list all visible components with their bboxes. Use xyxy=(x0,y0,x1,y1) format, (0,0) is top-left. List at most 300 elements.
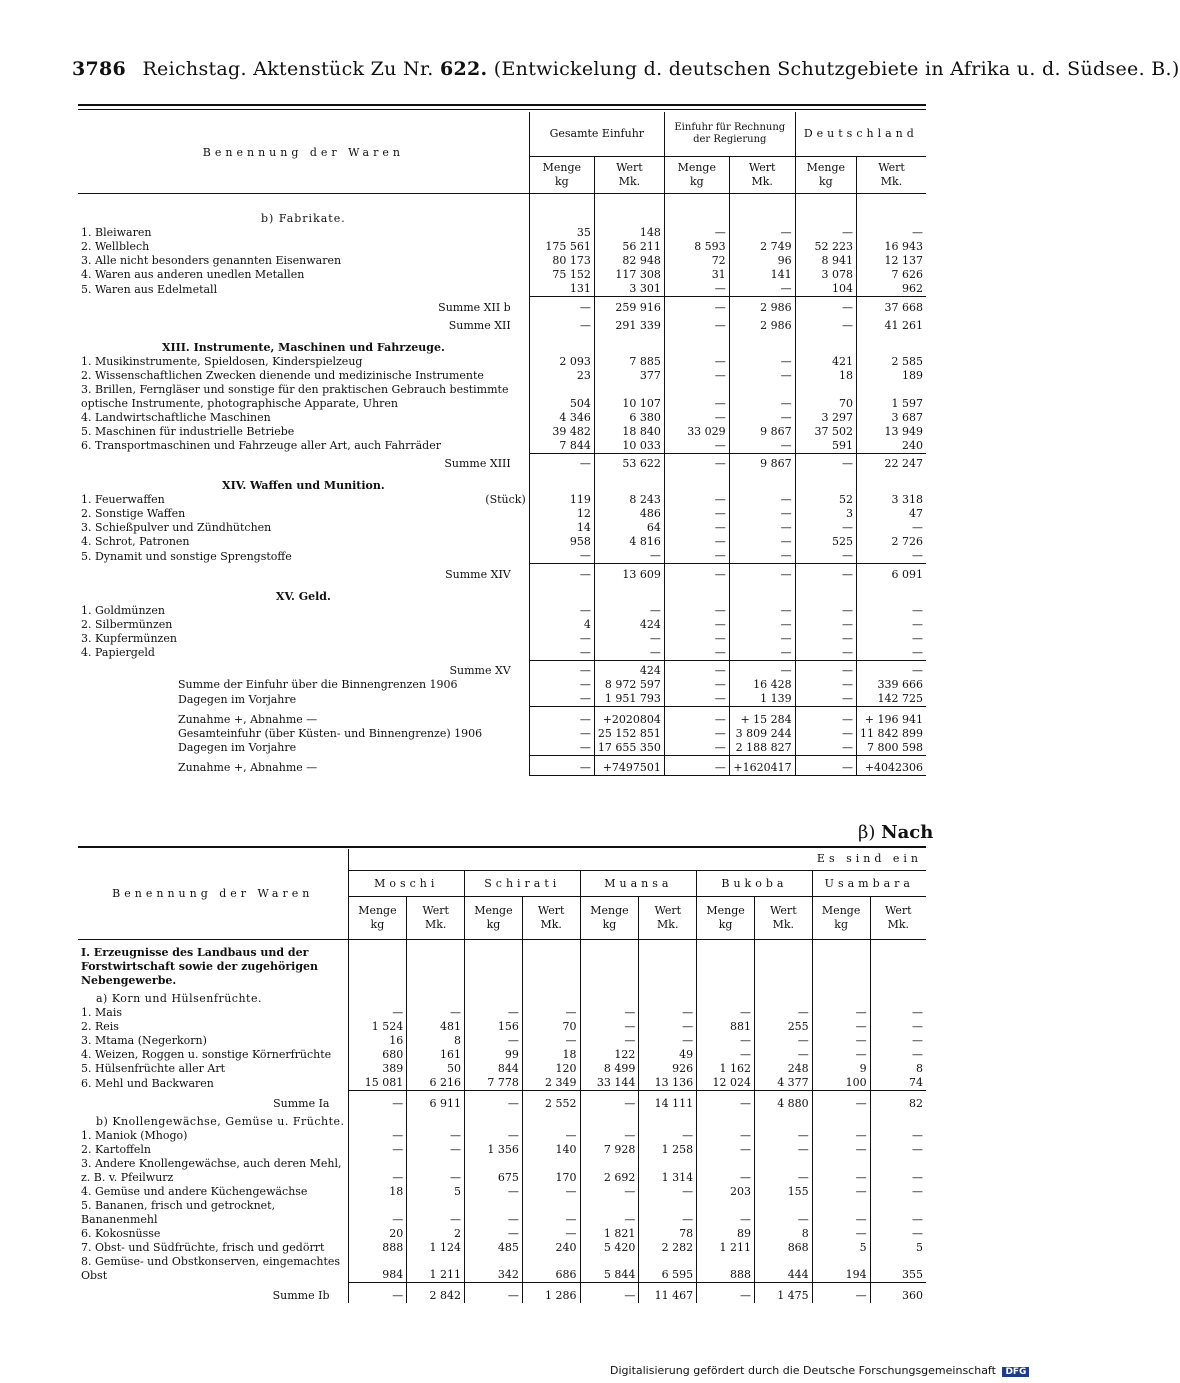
value-cell: 4 816 xyxy=(594,535,664,549)
value-cell: — xyxy=(856,618,926,632)
value-cell: 10 107 xyxy=(594,383,664,411)
value-cell: 1 597 xyxy=(856,383,926,411)
value-cell: — xyxy=(639,1020,697,1034)
row-label: 5. Hülsenfrüchte aller Art xyxy=(81,1062,225,1075)
value-cell: 141 xyxy=(729,268,795,282)
empty-cell xyxy=(639,940,697,989)
value-cell: — xyxy=(529,707,594,727)
value-cell: — xyxy=(522,1129,580,1143)
value-cell: — xyxy=(465,1227,523,1241)
value-cell: 868 xyxy=(754,1241,812,1255)
value-cell: 8 xyxy=(870,1062,926,1076)
unit-sublabel: kg xyxy=(818,175,833,188)
table-row xyxy=(78,1062,926,1076)
value-cell: — xyxy=(812,1048,870,1062)
value-cell: — xyxy=(522,1185,580,1199)
value-cell: — xyxy=(729,521,795,535)
value-cell: 342 xyxy=(465,1255,523,1283)
value-cell: 525 xyxy=(795,535,856,549)
value-cell: — xyxy=(664,549,729,564)
value-cell: 100 xyxy=(812,1076,870,1091)
value-cell: 2 093 xyxy=(529,355,594,369)
row-label: 6. Mehl und Backwaren xyxy=(81,1076,214,1090)
value-cell: 117 308 xyxy=(594,268,664,282)
value-cell: 20 xyxy=(348,1227,407,1241)
value-cell: 486 xyxy=(594,507,664,521)
row-label xyxy=(78,411,529,425)
value-cell: — xyxy=(697,1034,755,1048)
empty-cell xyxy=(754,940,812,989)
empty-cell xyxy=(795,471,856,493)
value-cell: 140 xyxy=(522,1143,580,1157)
value-cell: — xyxy=(812,1091,870,1111)
unit-header-menge xyxy=(580,897,639,940)
unit-header-wert xyxy=(522,897,580,940)
sum-label: Summe Ib xyxy=(272,1288,330,1302)
table-row xyxy=(78,535,926,549)
value-cell: — xyxy=(729,439,795,454)
value-cell: 15 081 xyxy=(348,1076,407,1091)
unit-label: Menge xyxy=(474,904,513,918)
value-cell: 11 467 xyxy=(639,1283,697,1303)
value-cell: 958 xyxy=(529,535,594,549)
empty-cell xyxy=(812,1111,870,1129)
value-cell: 1 162 xyxy=(697,1062,755,1076)
row-label xyxy=(78,439,529,454)
value-cell: 3 301 xyxy=(594,282,664,297)
value-cell: — xyxy=(697,1157,755,1185)
value-cell: 5 xyxy=(407,1185,465,1199)
value-cell: — xyxy=(754,1034,812,1048)
section-title: XIV. Waffen und Munition. xyxy=(222,479,385,492)
empty-cell xyxy=(729,333,795,355)
value-cell: — xyxy=(580,1185,639,1199)
value-cell: 1 356 xyxy=(465,1143,523,1157)
table-row xyxy=(78,493,926,507)
value-cell: 881 xyxy=(697,1020,755,1034)
value-cell: — xyxy=(407,1129,465,1143)
value-cell: — xyxy=(664,226,729,240)
value-cell: — xyxy=(529,646,594,661)
value-cell: 259 916 xyxy=(594,297,664,315)
value-cell: — xyxy=(664,741,729,756)
unit-label: Menge xyxy=(542,161,582,174)
value-cell: + 196 941 xyxy=(856,707,926,727)
value-cell: 7 800 598 xyxy=(856,741,926,756)
value-cell: 64 xyxy=(594,521,664,535)
value-cell: 2 749 xyxy=(729,240,795,254)
unit-label: Menge xyxy=(590,904,629,918)
value-cell: — xyxy=(664,632,729,646)
unit-sublabel: kg xyxy=(602,918,617,932)
unit-label: Menge xyxy=(821,904,861,918)
row-note: (Stück) xyxy=(485,493,526,506)
value-cell: — xyxy=(639,1129,697,1143)
row-label-text: 2. Sonstige Waffen xyxy=(81,507,186,520)
value-cell: — xyxy=(529,632,594,646)
value-cell: 1 524 xyxy=(348,1020,407,1034)
value-cell: — xyxy=(529,692,594,707)
unit-label: Menge xyxy=(806,161,846,174)
group-title: a) Korn und Hülsenfrüchte. xyxy=(96,992,262,1005)
value-cell: — xyxy=(529,315,594,333)
value-cell: — xyxy=(594,549,664,564)
empty-cell xyxy=(697,988,755,1006)
value-cell: — xyxy=(639,1034,697,1048)
empty-cell xyxy=(856,333,926,355)
unit-sublabel: kg xyxy=(486,918,501,932)
value-cell: — xyxy=(697,1129,755,1143)
unit-label: Wert xyxy=(616,161,643,174)
value-cell: 2 986 xyxy=(729,315,795,333)
section-beta-heading xyxy=(858,822,933,843)
value-cell: 53 622 xyxy=(594,453,664,471)
value-cell: — xyxy=(812,1006,870,1020)
value-cell: 2 xyxy=(407,1227,465,1241)
unit-header-menge xyxy=(812,897,870,940)
row-label-text: 5. Maschinen für industrielle Betriebe xyxy=(81,424,295,438)
row-label xyxy=(78,355,529,369)
value-cell: 12 024 xyxy=(697,1076,755,1091)
row-label-text: 1. Feuerwaffen xyxy=(81,493,165,506)
empty-cell xyxy=(729,204,795,226)
value-cell: 4 346 xyxy=(529,411,594,425)
value-cell: 89 xyxy=(697,1227,755,1241)
table-row xyxy=(78,226,926,240)
total-label: Zunahme +, Abnahme — xyxy=(178,761,318,774)
empty-cell xyxy=(812,940,870,989)
unit-label: Menge xyxy=(706,904,745,918)
section-title: I. Erzeugnisse des Landbaus und der Forstwirtschaft sowie der zugehörigen Nebengewerbe. xyxy=(81,946,319,987)
value-cell: — xyxy=(795,549,856,564)
row-label: 4. Gemüse und andere Küchengewächse xyxy=(81,1184,308,1198)
empty-cell xyxy=(580,1111,639,1129)
page-header xyxy=(72,58,1180,80)
unit-sublabel: kg xyxy=(689,175,704,188)
unit-sublabel: kg xyxy=(554,175,569,188)
value-cell: 255 xyxy=(754,1020,812,1034)
table-row xyxy=(78,1006,926,1020)
value-cell: — xyxy=(594,646,664,661)
row-label xyxy=(78,254,529,268)
value-cell: +7497501 xyxy=(594,755,664,775)
value-cell: 8 xyxy=(754,1227,812,1241)
value-cell: — xyxy=(465,1034,523,1048)
value-cell: 104 xyxy=(795,282,856,297)
empty-cell xyxy=(856,204,926,226)
value-cell: — xyxy=(664,660,729,678)
sum-row xyxy=(78,660,926,678)
value-cell: — xyxy=(348,1129,407,1143)
table-row xyxy=(78,383,926,411)
value-cell: — xyxy=(729,564,795,582)
value-cell: 99 xyxy=(465,1048,523,1062)
value-cell: 82 xyxy=(870,1091,926,1111)
value-cell: 14 111 xyxy=(639,1091,697,1111)
value-cell: — xyxy=(870,1129,926,1143)
value-cell: — xyxy=(664,564,729,582)
value-cell: — xyxy=(697,1283,755,1303)
empty-cell xyxy=(348,940,407,989)
value-cell: 142 725 xyxy=(856,692,926,707)
table-row xyxy=(78,618,926,632)
value-cell: 3 xyxy=(795,507,856,521)
value-cell: — xyxy=(795,646,856,661)
value-cell: 3 318 xyxy=(856,493,926,507)
value-cell: 7 778 xyxy=(465,1076,523,1091)
row-label-text: 4. Schrot, Patronen xyxy=(81,535,190,548)
row-label-text: 5. Dynamit und sonstige Sprengstoffe xyxy=(81,549,292,563)
value-cell: — xyxy=(870,1157,926,1185)
value-cell: 962 xyxy=(856,282,926,297)
table-row xyxy=(78,1034,926,1048)
empty-cell xyxy=(664,333,729,355)
empty-cell xyxy=(664,582,729,604)
value-cell: 120 xyxy=(522,1062,580,1076)
value-cell: 844 xyxy=(465,1062,523,1076)
import-table-districts xyxy=(78,849,926,1303)
sum-label: Summe XII b xyxy=(438,300,511,314)
value-cell: — xyxy=(465,1129,523,1143)
value-cell: — xyxy=(465,1283,523,1303)
sum-label: Summe XII xyxy=(448,318,511,332)
value-cell: 444 xyxy=(754,1255,812,1283)
row-label: 1. Maniok (Mhogo) xyxy=(81,1128,188,1142)
total-label: Dagegen im Vorjahre xyxy=(178,692,297,706)
row-label-text: 3. Kupfermünzen xyxy=(81,631,177,645)
value-cell: 6 216 xyxy=(407,1076,465,1091)
value-cell: — xyxy=(870,1020,926,1034)
value-cell: — xyxy=(465,1199,523,1227)
value-cell: 7 844 xyxy=(529,439,594,454)
value-cell: 11 842 899 xyxy=(856,727,926,741)
value-cell: — xyxy=(870,1006,926,1020)
value-cell: 6 091 xyxy=(856,564,926,582)
value-cell: — xyxy=(795,678,856,692)
value-cell: — xyxy=(812,1283,870,1303)
value-cell: — xyxy=(795,453,856,471)
value-cell: 5 xyxy=(870,1241,926,1255)
value-cell: 481 xyxy=(407,1020,465,1034)
value-cell: 1 211 xyxy=(407,1255,465,1283)
value-cell: 240 xyxy=(856,439,926,454)
value-cell: — xyxy=(870,1143,926,1157)
sum-row xyxy=(78,297,926,315)
value-cell: — xyxy=(664,521,729,535)
col-header-deutschland: Deutschland xyxy=(795,112,926,157)
value-cell: — xyxy=(729,282,795,297)
table-row xyxy=(78,1157,926,1185)
value-cell: — xyxy=(580,1283,639,1303)
beta-prefix: β) xyxy=(858,822,876,843)
row-label-text: 2. Wissenschaftlichen Zwecken dienende und medizinische Instrumente xyxy=(81,368,484,382)
value-cell: — xyxy=(664,507,729,521)
value-cell: — xyxy=(856,604,926,618)
empty-cell xyxy=(664,204,729,226)
value-cell: 122 xyxy=(580,1048,639,1062)
unit-sublabel: kg xyxy=(718,918,733,932)
value-cell: — xyxy=(697,1006,755,1020)
value-cell: 22 247 xyxy=(856,453,926,471)
value-cell: 8 243 xyxy=(594,493,664,507)
value-cell: 50 xyxy=(407,1062,465,1076)
col-header-es-sind-ein: Es sind ein xyxy=(348,849,926,870)
value-cell: 31 xyxy=(664,268,729,282)
beta-word: Nach xyxy=(881,822,934,843)
empty-cell xyxy=(407,988,465,1006)
value-cell: — xyxy=(407,1143,465,1157)
empty-cell xyxy=(407,940,465,989)
value-cell: — xyxy=(729,493,795,507)
value-cell: — xyxy=(729,646,795,661)
value-cell: +2020804 xyxy=(594,707,664,727)
value-cell: 6 380 xyxy=(594,411,664,425)
value-cell: — xyxy=(348,1006,407,1020)
row-label-text: 2. Silbermünzen xyxy=(81,617,173,631)
import-table-districts-body xyxy=(78,940,926,1303)
value-cell: — xyxy=(729,660,795,678)
value-cell: 70 xyxy=(522,1020,580,1034)
unit-header-menge xyxy=(348,897,407,940)
value-cell: 78 xyxy=(639,1227,697,1241)
empty-cell xyxy=(795,333,856,355)
empty-cell xyxy=(465,1111,523,1129)
value-cell: 3 078 xyxy=(795,268,856,282)
value-cell: — xyxy=(697,1048,755,1062)
value-cell: 9 xyxy=(812,1062,870,1076)
value-cell: — xyxy=(664,755,729,775)
page-number: 3786 xyxy=(72,58,127,80)
unit-header-wert xyxy=(856,157,926,194)
value-cell: 504 xyxy=(529,383,594,411)
value-cell: — xyxy=(594,604,664,618)
row-label xyxy=(78,604,529,618)
value-cell: 4 377 xyxy=(754,1076,812,1091)
value-cell: 52 223 xyxy=(795,240,856,254)
section-heading-row xyxy=(78,471,926,493)
value-cell: — xyxy=(465,1006,523,1020)
value-cell: — xyxy=(529,297,594,315)
header-rule-thin xyxy=(78,109,926,110)
value-cell: — xyxy=(812,1185,870,1199)
value-cell: 13 136 xyxy=(639,1076,697,1091)
row-label xyxy=(78,632,529,646)
row-label: 8. Gemüse- und Obstkonserven, eingemachtes Obst xyxy=(81,1254,341,1282)
value-cell: 377 xyxy=(594,369,664,383)
row-label-text: 6. Transportmaschinen und Fahrzeuge aller Art, auch Fahrräder xyxy=(81,439,441,452)
value-cell: — xyxy=(697,1143,755,1157)
row-label: 2. Reis xyxy=(81,1020,119,1033)
value-cell: 8 499 xyxy=(580,1062,639,1076)
table-row xyxy=(78,521,926,535)
value-cell: — xyxy=(664,678,729,692)
value-cell: — xyxy=(754,1157,812,1185)
total-label: Zunahme +, Abnahme — xyxy=(178,712,318,726)
import-table-top xyxy=(78,112,926,776)
unit-sublabel: Mk. xyxy=(657,918,679,932)
unit-sublabel: Mk. xyxy=(618,175,641,188)
value-cell: 5 xyxy=(812,1241,870,1255)
unit-label: Wert xyxy=(878,161,905,174)
unit-header-menge xyxy=(465,897,523,940)
value-cell: 675 xyxy=(465,1157,523,1185)
unit-sublabel: Mk. xyxy=(424,918,447,932)
value-cell: 72 xyxy=(664,254,729,268)
table-row xyxy=(78,240,926,254)
value-cell: 7 885 xyxy=(594,355,664,369)
value-cell: 16 xyxy=(348,1034,407,1048)
empty-cell xyxy=(664,471,729,493)
value-cell: 131 xyxy=(529,282,594,297)
value-cell: — xyxy=(348,1091,407,1111)
value-cell: — xyxy=(729,355,795,369)
unit-header-wert xyxy=(639,897,697,940)
value-cell: — xyxy=(664,535,729,549)
sum-row xyxy=(78,315,926,333)
value-cell: — xyxy=(465,1091,523,1111)
value-cell: 424 xyxy=(594,660,664,678)
sum-row xyxy=(78,1091,926,1111)
value-cell: 18 xyxy=(522,1048,580,1062)
empty-cell xyxy=(465,988,523,1006)
value-cell: — xyxy=(348,1143,407,1157)
sum-label: Summe XIV xyxy=(445,567,511,581)
value-cell: — xyxy=(856,660,926,678)
value-cell: — xyxy=(529,549,594,564)
value-cell: 686 xyxy=(522,1255,580,1283)
value-cell: 4 xyxy=(529,618,594,632)
total-row xyxy=(78,741,926,756)
value-cell: — xyxy=(795,692,856,707)
empty-cell xyxy=(465,940,523,989)
value-cell: 9 867 xyxy=(729,425,795,439)
value-cell: — xyxy=(870,1185,926,1199)
value-cell: 2 986 xyxy=(729,297,795,315)
row-label xyxy=(78,383,529,411)
value-cell: 591 xyxy=(795,439,856,454)
value-cell: 421 xyxy=(795,355,856,369)
value-cell: 485 xyxy=(465,1241,523,1255)
value-cell: — xyxy=(407,1199,465,1227)
value-cell: — xyxy=(664,411,729,425)
value-cell: — xyxy=(407,1157,465,1185)
value-cell: — xyxy=(697,1199,755,1227)
value-cell: 1 821 xyxy=(580,1227,639,1241)
value-cell: 5 844 xyxy=(580,1255,639,1283)
total-label: Summe der Einfuhr über die Binnengrenzen 1906 xyxy=(178,678,458,691)
unit-label: Menge xyxy=(358,904,397,918)
table-row xyxy=(78,507,926,521)
value-cell: 37 502 xyxy=(795,425,856,439)
empty-cell xyxy=(594,204,664,226)
value-cell: 56 211 xyxy=(594,240,664,254)
value-cell: — xyxy=(407,1006,465,1020)
row-label: 1. Mais xyxy=(81,1006,122,1019)
value-cell: — xyxy=(522,1034,580,1048)
value-cell: — xyxy=(795,521,856,535)
value-cell: — xyxy=(795,755,856,775)
value-cell: 33 144 xyxy=(580,1076,639,1091)
table-row xyxy=(78,439,926,454)
row-label xyxy=(78,268,529,282)
value-cell: 175 561 xyxy=(529,240,594,254)
table-row xyxy=(78,604,926,618)
value-cell: 155 xyxy=(754,1185,812,1199)
value-cell: — xyxy=(522,1006,580,1020)
value-cell: 2 692 xyxy=(580,1157,639,1185)
row-label xyxy=(78,646,529,661)
value-cell: 355 xyxy=(870,1255,926,1283)
